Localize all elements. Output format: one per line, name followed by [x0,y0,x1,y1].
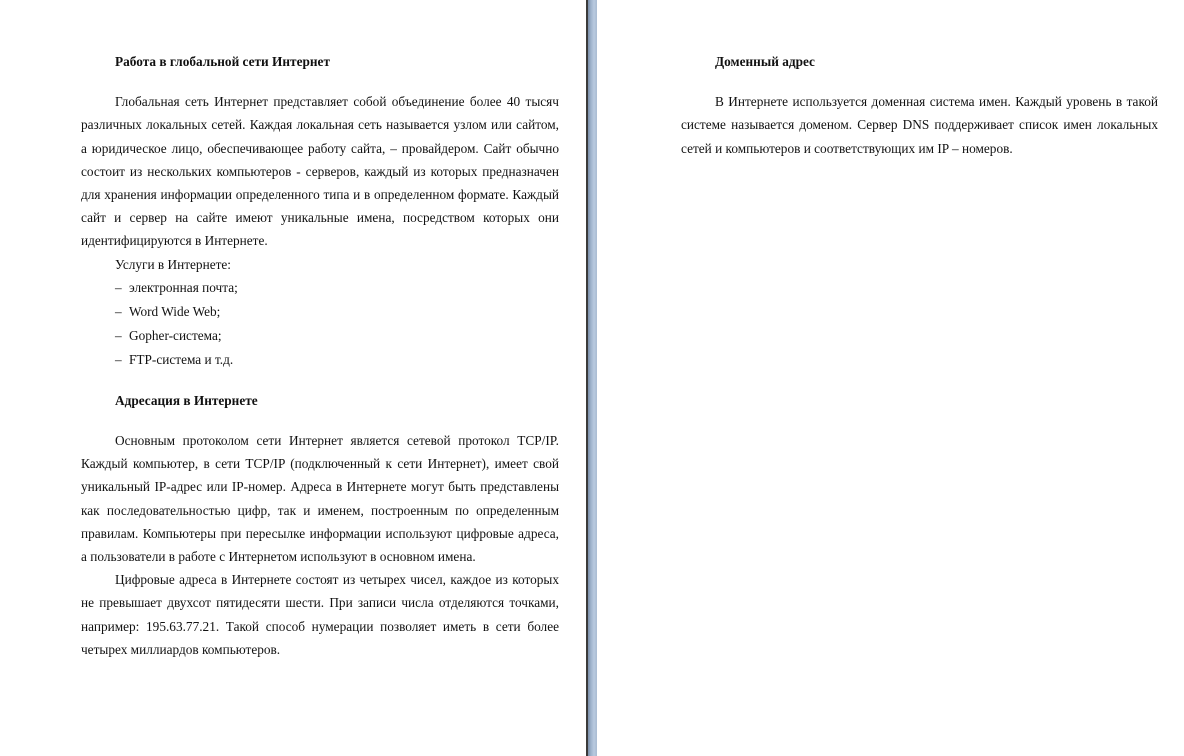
list-item [81,324,559,348]
paragraph-internet-overview: Глобальная сеть Интернет представляет собой объединение более 40 тысяч различных локальных сетей. Каждая локальная сеть называется узлом или сайтом, а юридическое лицо, обеспечивающее работу сайта, – провайдером. Сайт обычно состоит из нескольких компьютеров - серверов, каждый из которых предназначен для хранения информации определенного типа и в определенном формате. Каждый сайт и сервер на сайте имеют уникальные имена, посредством которых они идентифицируются в Интернете. [81,94,559,249]
document-page-right [597,0,1184,756]
list-dash: – [115,327,122,343]
heading-domain-address: Доменный адрес [715,54,815,69]
page-content-right [681,50,1158,160]
list-item [81,300,559,324]
list-item-text: Word Wide Web; [129,303,221,319]
page-content-left [81,50,559,661]
list-dash: – [115,279,122,295]
services-list [81,276,559,372]
list-dash: – [115,303,122,319]
paragraph-numeric-addresses: Цифровые адреса в Интернете состоят из четырех чисел, каждое из которых не превышает двухсот пятидесяти шести. При записи числа отделяются точками, например: 195.63.77.21. Такой способ нумерации позволяет иметь в сети более четырех миллиардов компьютеров. [81,572,559,657]
list-item [81,348,559,372]
list-dash: – [115,351,122,367]
heading-internet-work: Работа в глобальной сети Интернет [115,54,330,69]
list-item [81,276,559,300]
list-item-text: FTP-система и т.д. [129,351,234,367]
heading-internet-addressing: Адресация в Интернете [115,392,258,408]
paragraph-dns: В Интернете используется доменная система имен. Каждый уровень в такой системе называется доменом. Сервер DNS поддерживает список имен локальных сетей и компьютеров и соответствующих им IP – номеров. [681,94,1158,156]
document-page-left [0,0,586,756]
list-item-text: Gopher-система; [129,327,222,343]
list-item-text: электронная почта; [129,279,238,295]
page-separator [586,0,597,756]
paragraph-services-intro: Услуги в Интернете: [115,256,232,272]
paragraph-tcp-ip: Основным протоколом сети Интернет является сетевой протокол TCP/IP. Каждый компьютер, в сети TCP/IP (подключенный к сети Интернет), имеет свой уникальный IP-адрес или IP-номер. Адреса в Интернете могут быть представлены как последовательностью цифр, так и именем, построенным по определенным правилам. Компьютеры при пересылке информации используют цифровые адреса, а пользователи в работе с Интернетом используют в основном имена. [81,433,559,565]
